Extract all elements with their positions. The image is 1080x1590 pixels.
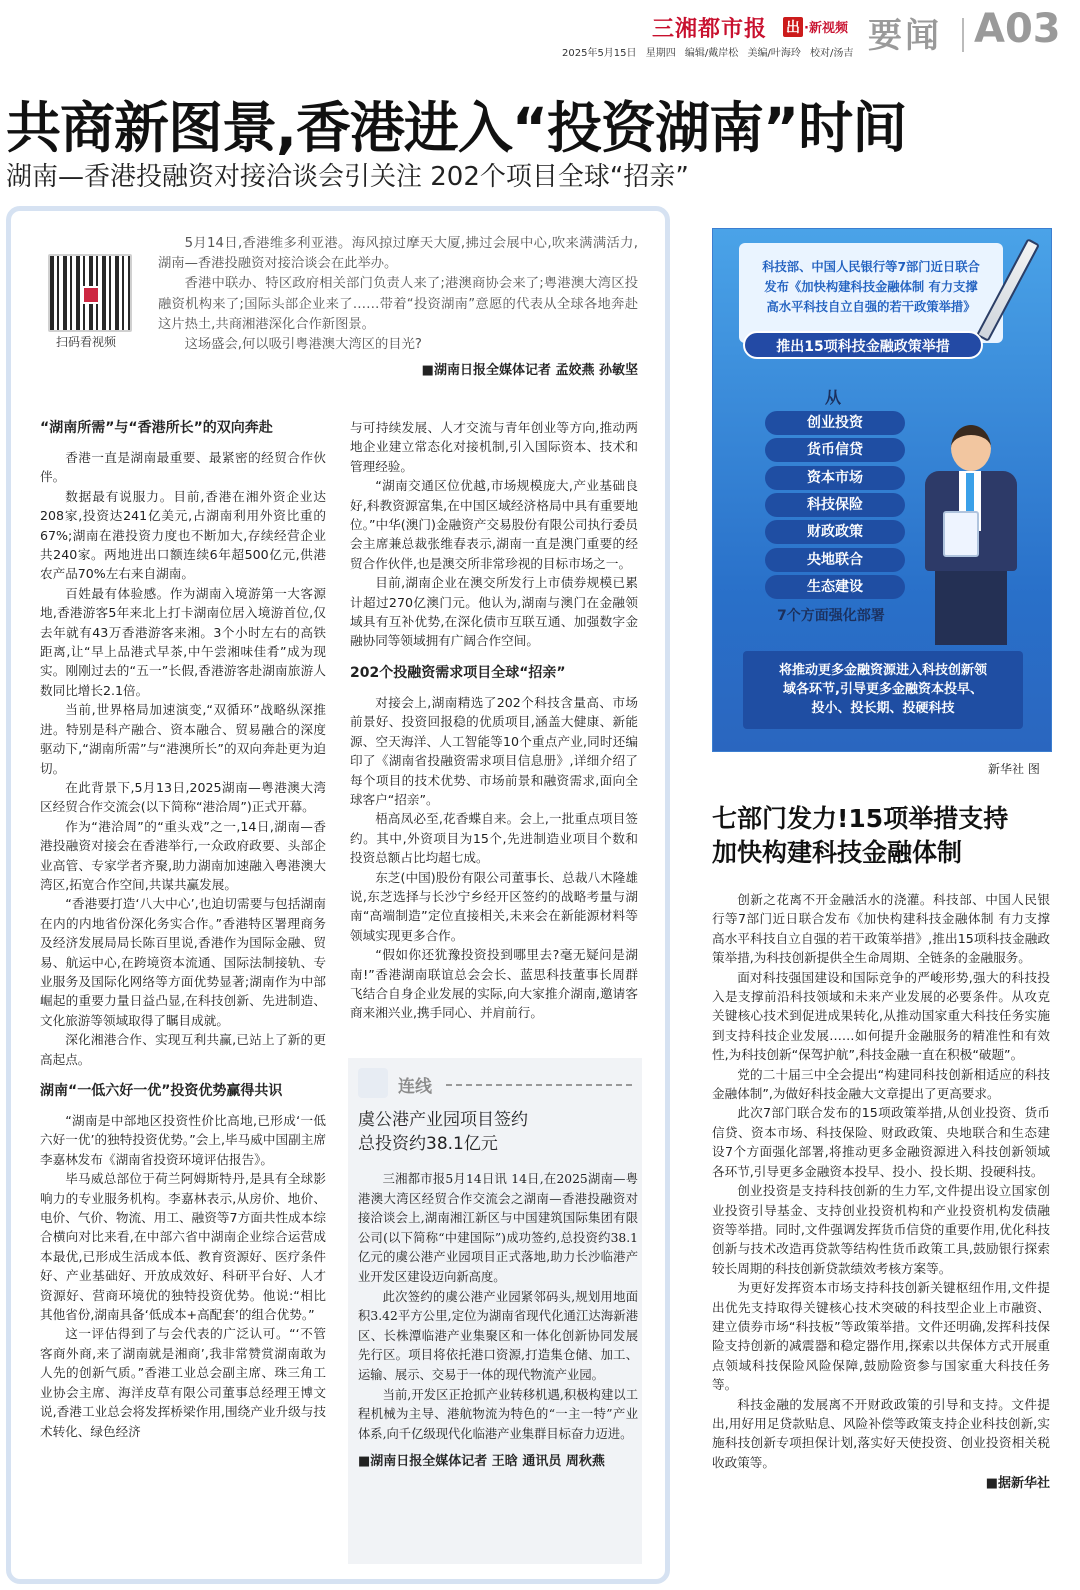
paragraph: 创业投资是支持科技创新的生力军,文件提出设立国家创业投资引导基金、支持创业投资机构和产业投资机构发债融资等举措。同时,文件强调发挥货币信贷的重要作用,优化科技创新与技术改造再贷款等结构性货币政策工具,鼓励银行探索较长周期的科技创新贷款绩效考核方案等。 xyxy=(712,1183,1050,1276)
info-bottom-line: 投小、投长期、投硬科技 xyxy=(811,701,955,716)
paragraph: “假如你还犹豫投资投到哪里去?毫无疑问是湖南!”香港湖南联谊总会会长、蓝思科技董事长周群飞结合自身企业发展的实际,向大家推介湖南,邀请客商来湘兴业,携手同心、并肩前行。 xyxy=(350,947,638,1021)
page-number: A03 xyxy=(974,6,1061,52)
info-item: 货币信贷 xyxy=(765,438,905,462)
lead-byline: ■湖南日报全媒体记者 孟姣燕 孙敏坚 xyxy=(421,363,638,379)
tablet-icon xyxy=(943,511,979,557)
info-top-line: 科技部、中国人民银行等7部门近日联合 xyxy=(762,260,980,274)
info-top-line: 发布《加快构建科技金融体制 有力支撑 xyxy=(764,280,978,294)
paragraph: “湖南交通区位优越,市场规模庞大,产业基础良好,科教资源富集,在中国区域经济格局中具有重要地位。”中华(澳门)金融资产交易股份有限公司执行委员会主席兼总裁张维春表示,湖南一直是澳门重要的经贸合作伙伴,也是澳交所非常珍视的目标市场之一。 xyxy=(350,478,638,571)
qr-caption: 扫码看视频 xyxy=(56,335,117,349)
paragraph: 这一评估得到了与会代表的广泛认可。“‘不管客商外商,来了湖南就是湘商’,我非常赞赏湖南敢为人先的创新气质。”香港工业总会副主席、珠三角工业协会主席、海洋皮草有限公司董事总经理王博文说,香港工业总会将发挥桥梁作用,围绕产业升级与技术转化、绿色经济 xyxy=(40,1326,326,1439)
lianxian-body xyxy=(358,1170,638,1469)
paragraph: 深化湘港合作、实现互利共赢,已站上了新的更高起点。 xyxy=(40,1032,326,1067)
paragraph: 科技金融的发展离不开财政政策的引导和支持。文件提出,用好用足贷款贴息、风险补偿等政策支持企业科技创新,实施科技创新专项担保计划,落实好天使投资、创业投资相关税收政策等。 xyxy=(712,1396,1050,1470)
paragraph: 当前,开发区正抢抓产业转移机遇,积极构建以工程机械为主导、港航物流为特色的“一主一特”产业体系,向千亿级现代化临港产业集群目标奋力迈进。 xyxy=(358,1387,638,1441)
info-bottom-line: 将推动更多金融资源进入科技创新领 xyxy=(778,663,987,678)
side-body xyxy=(712,890,1050,1491)
paragraph: 为更好发挥资本市场支持科技创新关键枢纽作用,文件提出优先支持取得关键核心技术突破的科技型企业上市融资、建立债券市场“科技板”等政策举措。文件还明确,发挥科技保险支持创新的减震器和稳定器作用,探索以共保体方式开展重点领域科技保险风险保障,鼓励险资参与国家重大科技任务等。 xyxy=(712,1280,1050,1393)
lianxian-title-line: 总投资约38.1亿元 xyxy=(358,1134,498,1154)
editor: 编辑/戴岸松 xyxy=(684,48,739,59)
legs xyxy=(935,571,1007,645)
paragraph: “湖南是中部地区投资性价比高地,已形成‘一低六好一优’的独特投资优势。”会上,毕马威中国副主席李嘉林发布《湖南省投资环境评估报告》。 xyxy=(40,1113,326,1167)
lianxian-box xyxy=(348,1058,642,1564)
paragraph: 百姓最有体验感。作为湖南入境游第一大客源地,香港游客5年来北上打卡湖南位居入境游首位,仅去年就有43万香港游客来湘。3个小时左右的高铁距离,让“早上品港式早茶,中午尝湘味佳肴”成为现实。刚刚过去的“五一”长假,香港游客赴湖南旅游人数同比增长2.1倍。 xyxy=(40,585,326,698)
paragraph: 此次签约的虞公港产业园紧邻码头,规划用地面积3.42平方公里,定位为湖南省现代化通江达海新港区、长株潭临港产业集聚区和一体化创新协同发展先行区。项目将依托港口资源,打造集仓储、加工、运输、展示、交易于一体的现代物流产业园。 xyxy=(358,1289,638,1382)
article-column-2 xyxy=(350,418,638,1023)
info-item: 生态建设 xyxy=(765,575,905,599)
section-title: 湖南“一低六好一优”投资优势赢得共识 xyxy=(40,1083,283,1099)
lead-paragraph: 5月14日,香港维多利亚港。海风掠过摩天大厦,拂过会展中心,吹来满满活力,湖南—香港投融资对接洽谈会在此举办。 xyxy=(158,236,638,272)
headline: 共商新图景,香港进入“投资湖南”时间 xyxy=(6,96,907,160)
side-byline: ■据新华社 xyxy=(985,1476,1050,1492)
masthead-info xyxy=(562,44,862,59)
section-title: “湖南所需”与“香港所长”的双向奔赴 xyxy=(40,420,273,436)
paragraph: 目前,湖南企业在澳交所发行上市债券规模已累计超过270亿澳门元。他认为,湖南与澳门在金融领域具有互补优势,在深化债市互联互通、加强数字金融协同等领域拥有广阔合作空间。 xyxy=(350,575,638,649)
lianxian-rule xyxy=(446,1084,632,1086)
issue-date: 2025年5月15日 xyxy=(562,48,637,59)
paragraph: 党的二十届三中全会提出“构建同科技创新相适应的科技金融体制”,为做好科技金融大文章提出了更高要求。 xyxy=(712,1066,1050,1102)
lianxian-title-line: 虞公港产业园项目签约 xyxy=(358,1110,528,1130)
lianxian-title xyxy=(358,1108,528,1156)
paragraph: 此次7部门联合发布的15项政策举措,从创业投资、货币信贷、资本市场、科技保险、财政政策、央地联合和生态建设7个方面强化部署,将推动更多金融资源进入科技创新领域各环节,引导更多金融资本投早、投小、投长期、投硬科技。 xyxy=(712,1105,1050,1179)
info-item: 创业投资 xyxy=(765,411,905,435)
infographic-credit: 新华社 图 xyxy=(988,762,1040,776)
businessman-illustration xyxy=(909,425,1029,655)
lianxian-icon xyxy=(358,1068,388,1098)
brand-logo: 三湘都市报 xyxy=(652,17,768,42)
side-headline xyxy=(712,802,1062,870)
designer: 美编/叶海玲 xyxy=(747,48,801,59)
issue-weekday: 星期四 xyxy=(645,48,676,59)
paragraph: 作为“港洽周”的“重头戏”之一,14日,湖南—香港投融资对接会在香港举行,一众政府政要、头部企业高管、专家学者齐聚,助力湖南加速融入粤港澳大湾区,拓宽合作空间,共谋共赢发展。 xyxy=(40,818,326,892)
qr-center-icon xyxy=(82,286,100,304)
paragraph: 面对科技强国建设和国际竞争的严峻形势,强大的科技投入是支撑前沿科技领域和未来产业发展的必要条件。从攻克关键核心技术到促进成果转化,从推动国家重大科技任务实施到支持科技企业发展……如何提升金融服务的精准性和有效性,为科技创新“保驾护航”,科技金融一直在积极“破题”。 xyxy=(712,969,1050,1063)
paragraph: 数据最有说服力。目前,香港在湘外资企业达208家,投资达241亿美元,占湖南利用外资比重的67%;湖南在港投资力度也不断加大,存续经营企业共240家。两地进出口额连续6年超500亿元,供港农产品70%左右来自湖南。 xyxy=(40,488,326,582)
info-from: 从 xyxy=(825,388,842,407)
lianxian-byline: ■湖南日报全媒体记者 王晗 通讯员 周秋燕 xyxy=(358,1454,605,1470)
section-category: 要闻 xyxy=(868,16,942,56)
info-item: 央地联合 xyxy=(765,548,905,572)
head xyxy=(951,425,991,471)
side-headline-line: 七部门发力!15项举措支持 xyxy=(712,804,1009,833)
infographic xyxy=(712,228,1052,752)
paragraph: 三湘都市报5月14日讯 14日,在2025湖南—粤港澳大湾区经贸合作交流会之湖南—香港投融资对接洽谈会上,湖南湘江新区与中国建筑国际集团有限公司(以下简称“中建国际”)成功签约,总投资约38.1亿元的虞公港产业园项目正式落地,助力长沙临港产业开发区建设迈向新高度。 xyxy=(358,1172,638,1284)
info-banner: 推出15项科技金融政策举措 xyxy=(743,331,983,359)
subheadline: 湖南—香港投融资对接洽谈会引关注 202个项目全球“招亲” xyxy=(6,162,689,192)
paragraph: 对接会上,湖南精选了202个科技含量高、市场前景好、投资回报稳的优质项目,涵盖大健康、新能源、空天海洋、人工智能等10个重点产业,同时还编印了《湖南省投融资需求项目信息册》,详细介绍了每个项目的技术优势、市场前景和融资需求,面向全球客户“招亲”。 xyxy=(350,694,638,807)
brand-app: ·新视频 xyxy=(804,21,848,36)
lianxian-label: 连线 xyxy=(398,1077,432,1097)
info-bottom-text xyxy=(743,661,1023,718)
info-item: 科技保险 xyxy=(765,493,905,517)
divider xyxy=(962,18,964,52)
article-column-1 xyxy=(40,418,326,1441)
paragraph: 香港一直是湖南最重要、最紧密的经贸合作伙伴。 xyxy=(40,450,326,485)
paragraph: 毕马威总部位于荷兰阿姆斯特丹,是具有全球影响力的专业服务机构。李嘉林表示,从房价、地价、电价、气价、物流、用工、融资等7方面共性成本综合横向对比来看,在中部六省中湖南企业综合运营成本最优,已形成生活成本低、教育资源好、医疗条件好、产业基础好、开放成效好、科研平台好、人才资源好、营商环境优的独特投资优势。他说:“相比其他省份,湖南具备‘低成本+高配套’的组合优势。” xyxy=(40,1171,326,1323)
paragraph: 在此背景下,5月13日,2025湖南—粤港澳大湾区经贸合作交流会(以下简称“港洽周”)正式开幕。 xyxy=(40,779,326,815)
lead-paragraph: 这场盛会,何以吸引粤港澳大湾区的目光? xyxy=(184,337,422,353)
paragraph: 与可持续发展、人才交流与青年创业等方向,推动两地企业建立常态化对接机制,引入国际资本、技术和管理经验。 xyxy=(350,420,638,474)
paragraph: 创新之花离不开金融活水的浇灌。科技部、中国人民银行等7部门近日联合发布《加快构建科技金融体制 有力支撑高水平科技自立自强的若干政策举措》,推出15项科技金融政策举措,为科技创新提供全生命周期、全链条的金融服务。 xyxy=(712,892,1050,966)
paragraph: “香港要打造‘八大中心’,也迫切需要与包括湖南在内的内地省份深化务实合作。”香港特区署理商务及经济发展局局长陈百里说,香港作为国际金融、贸易、航运中心,在跨境资本流通、国际法制接轨、专业服务及国际化网络等方面优势显著;湖南作为中部崛起的重要力量日益凸显,在科技创新、先进制造、文化旅游等领域取得了瞩目成就。 xyxy=(40,896,326,1028)
lead-block xyxy=(158,234,638,378)
info-item: 资本市场 xyxy=(765,466,905,490)
paragraph: 东芝(中国)股份有限公司董事长、总裁八木隆雄说,东芝选择与长沙宁乡经开区签约的战略考量与湖南“高端制造”定位直接相关,未来会在新能源材料等领域实现更多合作。 xyxy=(350,869,638,943)
info-top-text xyxy=(739,257,1003,317)
side-headline-line: 加快构建科技金融体制 xyxy=(712,838,963,867)
section-title: 202个投融资需求项目全球“招亲” xyxy=(350,664,566,681)
paragraph: 当前,世界格局加速演变,“双循环”战略纵深推进。特别是科产融合、资本融合、贸易融合的深度驱动下,“湖南所需”与“港澳所长”的双向奔赴更为迫切。 xyxy=(40,702,326,776)
info-bottom-line: 域各环节,引导更多金融资本投早、 xyxy=(783,682,983,697)
brand-badge: 出 xyxy=(783,17,803,37)
paragraph: 梧高凤必至,花香蝶自来。会上,一批重点项目签约。其中,外资项目为15个,先进制造业项目个数和投资总额占比均超七成。 xyxy=(350,811,638,866)
proof: 校对/汤吉 xyxy=(810,48,854,59)
masthead xyxy=(562,6,1072,62)
qr-code[interactable] xyxy=(48,254,132,332)
lead-paragraph: 香港中联办、特区政府相关部门负责人来了;港澳商协会来了;粤港澳大湾区投融资机构来了;国际头部企业来了……带着“投资湖南”意愿的代表从全球各地奔赴这片热土,共商湘港深化合作新图景。 xyxy=(158,276,638,332)
info-top-line: 高水平科技自立自强的若干政策举措》 xyxy=(766,300,976,314)
info-summary: 7个方面强化部署 xyxy=(777,608,885,624)
info-item: 财政政策 xyxy=(765,520,905,544)
